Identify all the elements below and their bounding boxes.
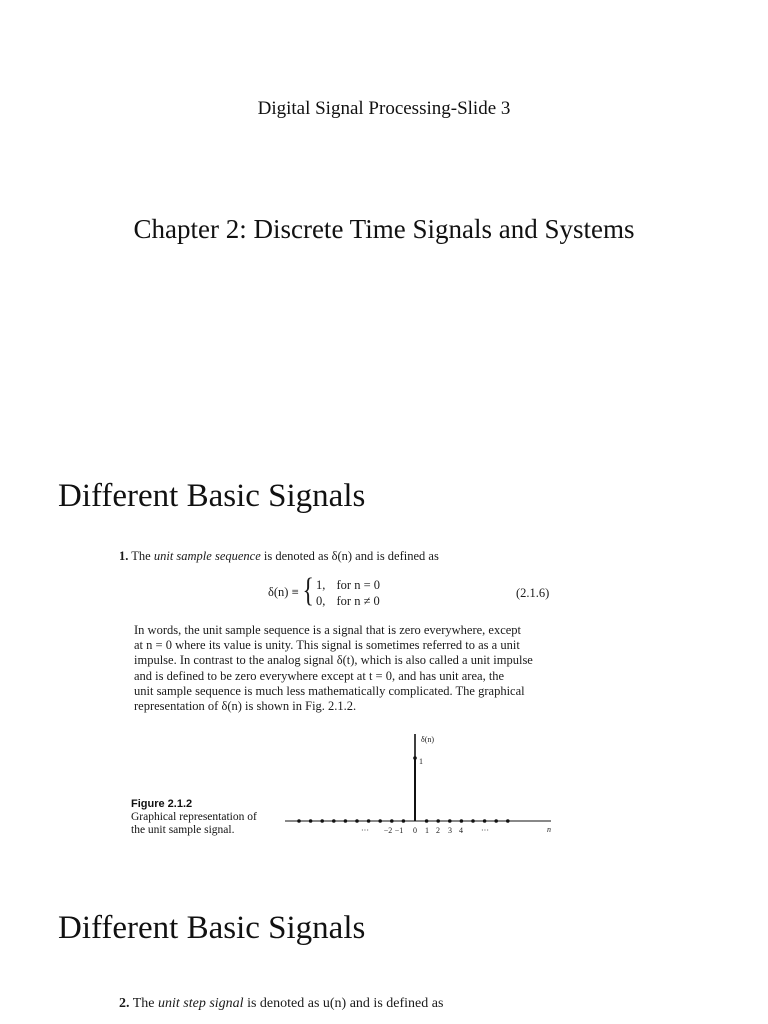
item-intro-term: unit sample sequence [153, 549, 261, 563]
sample-point [471, 819, 475, 823]
plot-tick-label: ··· [361, 826, 369, 835]
paragraph-line: unit sample sequence is much less mathematically complicated. The graphical [134, 683, 525, 698]
plot-tick-label: 4 [459, 826, 463, 835]
equation-case-2 [316, 594, 380, 609]
figure-caption-line-2: the unit sample signal. [131, 824, 235, 836]
paragraph-line: impulse. In contrast to the analog signal δ(t), which is also called a unit impulse [134, 653, 533, 668]
sample-point [448, 819, 452, 823]
sample-point [436, 819, 440, 823]
sample-point [390, 819, 394, 823]
sample-point [309, 819, 313, 823]
item-intro-term-2: unit step signal [158, 996, 244, 1011]
item-intro-suffix-2: is denoted as u(n) and is defined as [243, 996, 444, 1011]
sample-point [320, 819, 324, 823]
sample-point [367, 819, 371, 823]
paragraph-line: and is defined to be zero everywhere except at t = 0, and has unit area, the [134, 668, 505, 683]
case2-value: 0, [316, 594, 326, 608]
unit-sample-plot [285, 728, 565, 838]
paragraph-line: representation of δ(n) is shown in Fig. 2.1.2. [134, 699, 357, 714]
equation-number: (2.1.6) [516, 586, 550, 600]
item-intro-prefix: The [131, 549, 154, 563]
sample-point [413, 756, 417, 760]
plot-tick-labels [361, 826, 489, 835]
section-heading-2: Different Basic Signals [58, 910, 366, 946]
plot-tick-label: ··· [481, 826, 489, 835]
plot-tick-label: 1 [425, 826, 429, 835]
item-number: 1. [119, 549, 129, 563]
item-number-2: 2. [119, 996, 130, 1011]
sample-point [483, 819, 487, 823]
case1-value: 1, [316, 578, 326, 592]
sample-point [425, 819, 429, 823]
plot-tick-label: −1 [394, 826, 404, 835]
item-intro-suffix: is denoted as δ(n) and is defined as [260, 549, 439, 563]
case1-condition: for n = 0 [336, 578, 380, 592]
plot-y-label: δ(n) [421, 735, 435, 744]
figure-number: Figure 2.1.2 [131, 798, 193, 810]
sample-point [297, 819, 301, 823]
chapter-title: Chapter 2: Discrete Time Signals and Systems [133, 214, 635, 244]
plot-tick-label: −2 [383, 826, 393, 835]
equation-brace: { [302, 572, 314, 609]
equation-case-1 [316, 578, 380, 593]
plot-tick-label: 2 [436, 826, 440, 835]
sample-point [494, 819, 498, 823]
sample-point [460, 819, 464, 823]
case2-condition: for n ≠ 0 [336, 594, 380, 608]
section-heading-1: Different Basic Signals [58, 478, 366, 514]
sample-point [355, 819, 359, 823]
sample-point [378, 819, 382, 823]
item-intro-1 [119, 549, 439, 564]
sample-point [506, 819, 510, 823]
sample-point [332, 819, 336, 823]
paragraph-line: In words, the unit sample sequence is a signal that is zero everywhere, except [134, 623, 522, 637]
plot-impulse-label: 1 [419, 757, 423, 766]
plot-tick-label: 0 [413, 826, 417, 835]
equation-lhs: δ(n) ≡ [268, 585, 299, 599]
figure-caption [131, 798, 257, 837]
item-intro-prefix-2: The [132, 996, 159, 1011]
plot-samples [297, 756, 509, 823]
plot-tick-label: 3 [448, 826, 452, 835]
sample-point [402, 819, 406, 823]
figure-caption-line-1: Graphical representation of [131, 811, 257, 823]
item-intro-2 [119, 996, 443, 1012]
plot-x-label: n [547, 825, 551, 834]
sample-point [344, 819, 348, 823]
definition-paragraph [134, 623, 554, 714]
slide-title: Digital Signal Processing-Slide 3 [257, 98, 511, 119]
paragraph-line: at n = 0 where its value is unity. This signal is sometimes referred to as a unit [134, 638, 520, 653]
